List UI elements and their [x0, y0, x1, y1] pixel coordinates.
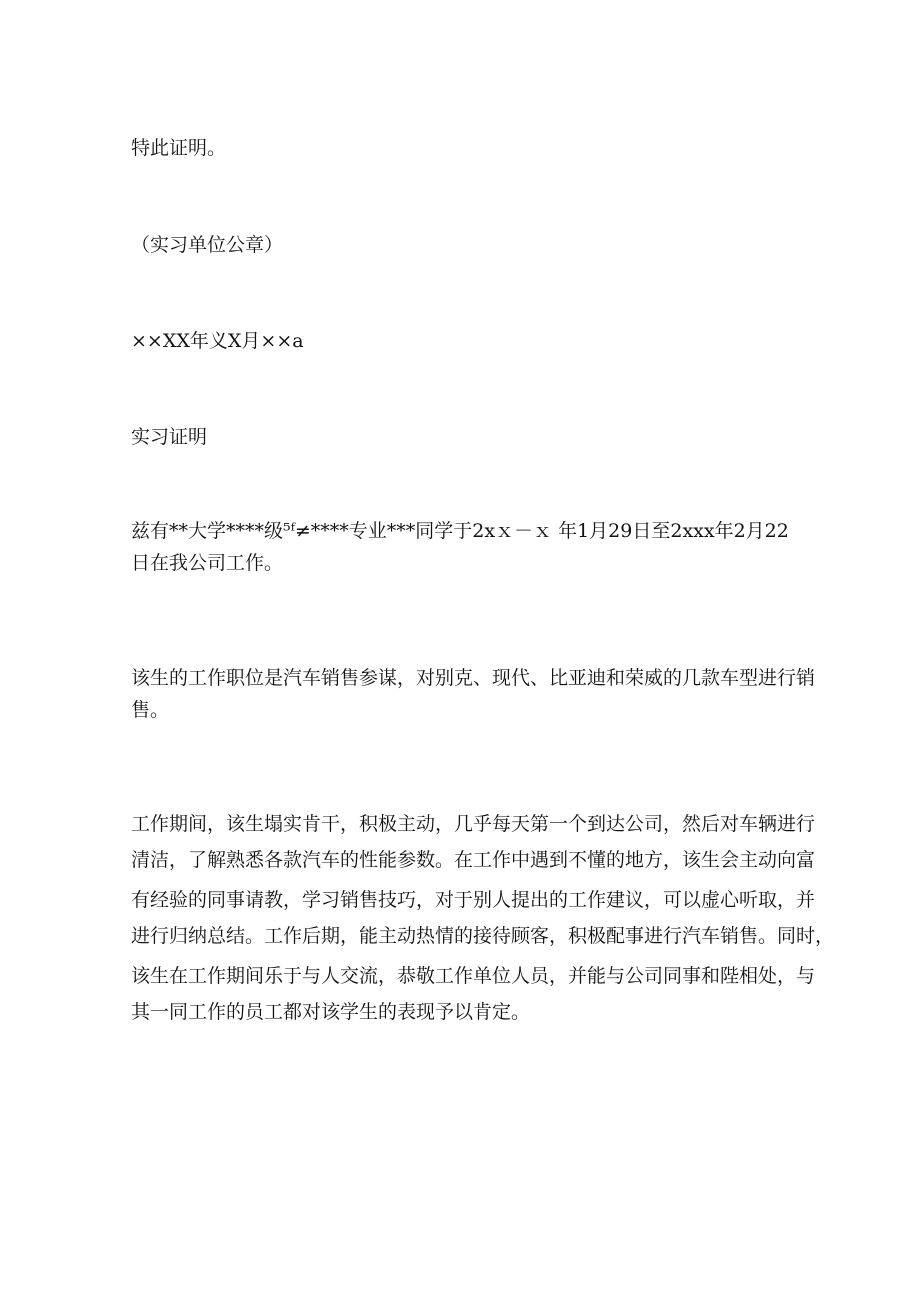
- certify-line: 特此证明。: [131, 137, 227, 159]
- paragraph-line: 售。: [131, 699, 170, 721]
- paragraph-line: 进行归纳总结。工作后期，能主动热情的接待顾客，积极配事进行汽车销售。同时，: [131, 925, 835, 947]
- paragraph-line: 清洁，了解熟悉各款汽车的性能参数。在工作中遇到不懂的地方，该生会主动向富: [131, 849, 816, 871]
- date-line: ××XX年义X月××a: [131, 330, 304, 352]
- seal-line: （实习单位公章）: [131, 234, 284, 256]
- document-heading: 实习证明: [131, 426, 208, 448]
- paragraph-evaluation: [131, 808, 835, 1028]
- paragraph-line: 该生在工作期间乐于与人交流，恭敬工作单位人员，并能与公司同事和陛相处，与: [131, 965, 816, 987]
- paragraph-position: [131, 662, 816, 726]
- paragraph-line: 有经验的同事请教，学习销售技巧，对于别人提出的工作建议，可以虚心听取，并: [131, 889, 816, 911]
- paragraph-line: 兹有**大学****级⁵ᶠ≠****专业***同学于2xｘ－ｘ 年1月29日至2xxx年2月22: [131, 520, 789, 542]
- paragraph-intro: [131, 515, 796, 579]
- paragraph-line: 工作期间，该生塌实肯干，积极主动，几乎每天第一个到达公司，然后对车辆进行: [131, 813, 816, 835]
- paragraph-line: 其一同工作的员工都对该学生的表现予以肯定。: [131, 1001, 531, 1023]
- paragraph-line: 该生的工作职位是汽车销售参谋，对别克、现代、比亚迪和荣威的几款车型进行销: [131, 667, 816, 689]
- paragraph-line: 日在我公司工作。: [131, 552, 284, 574]
